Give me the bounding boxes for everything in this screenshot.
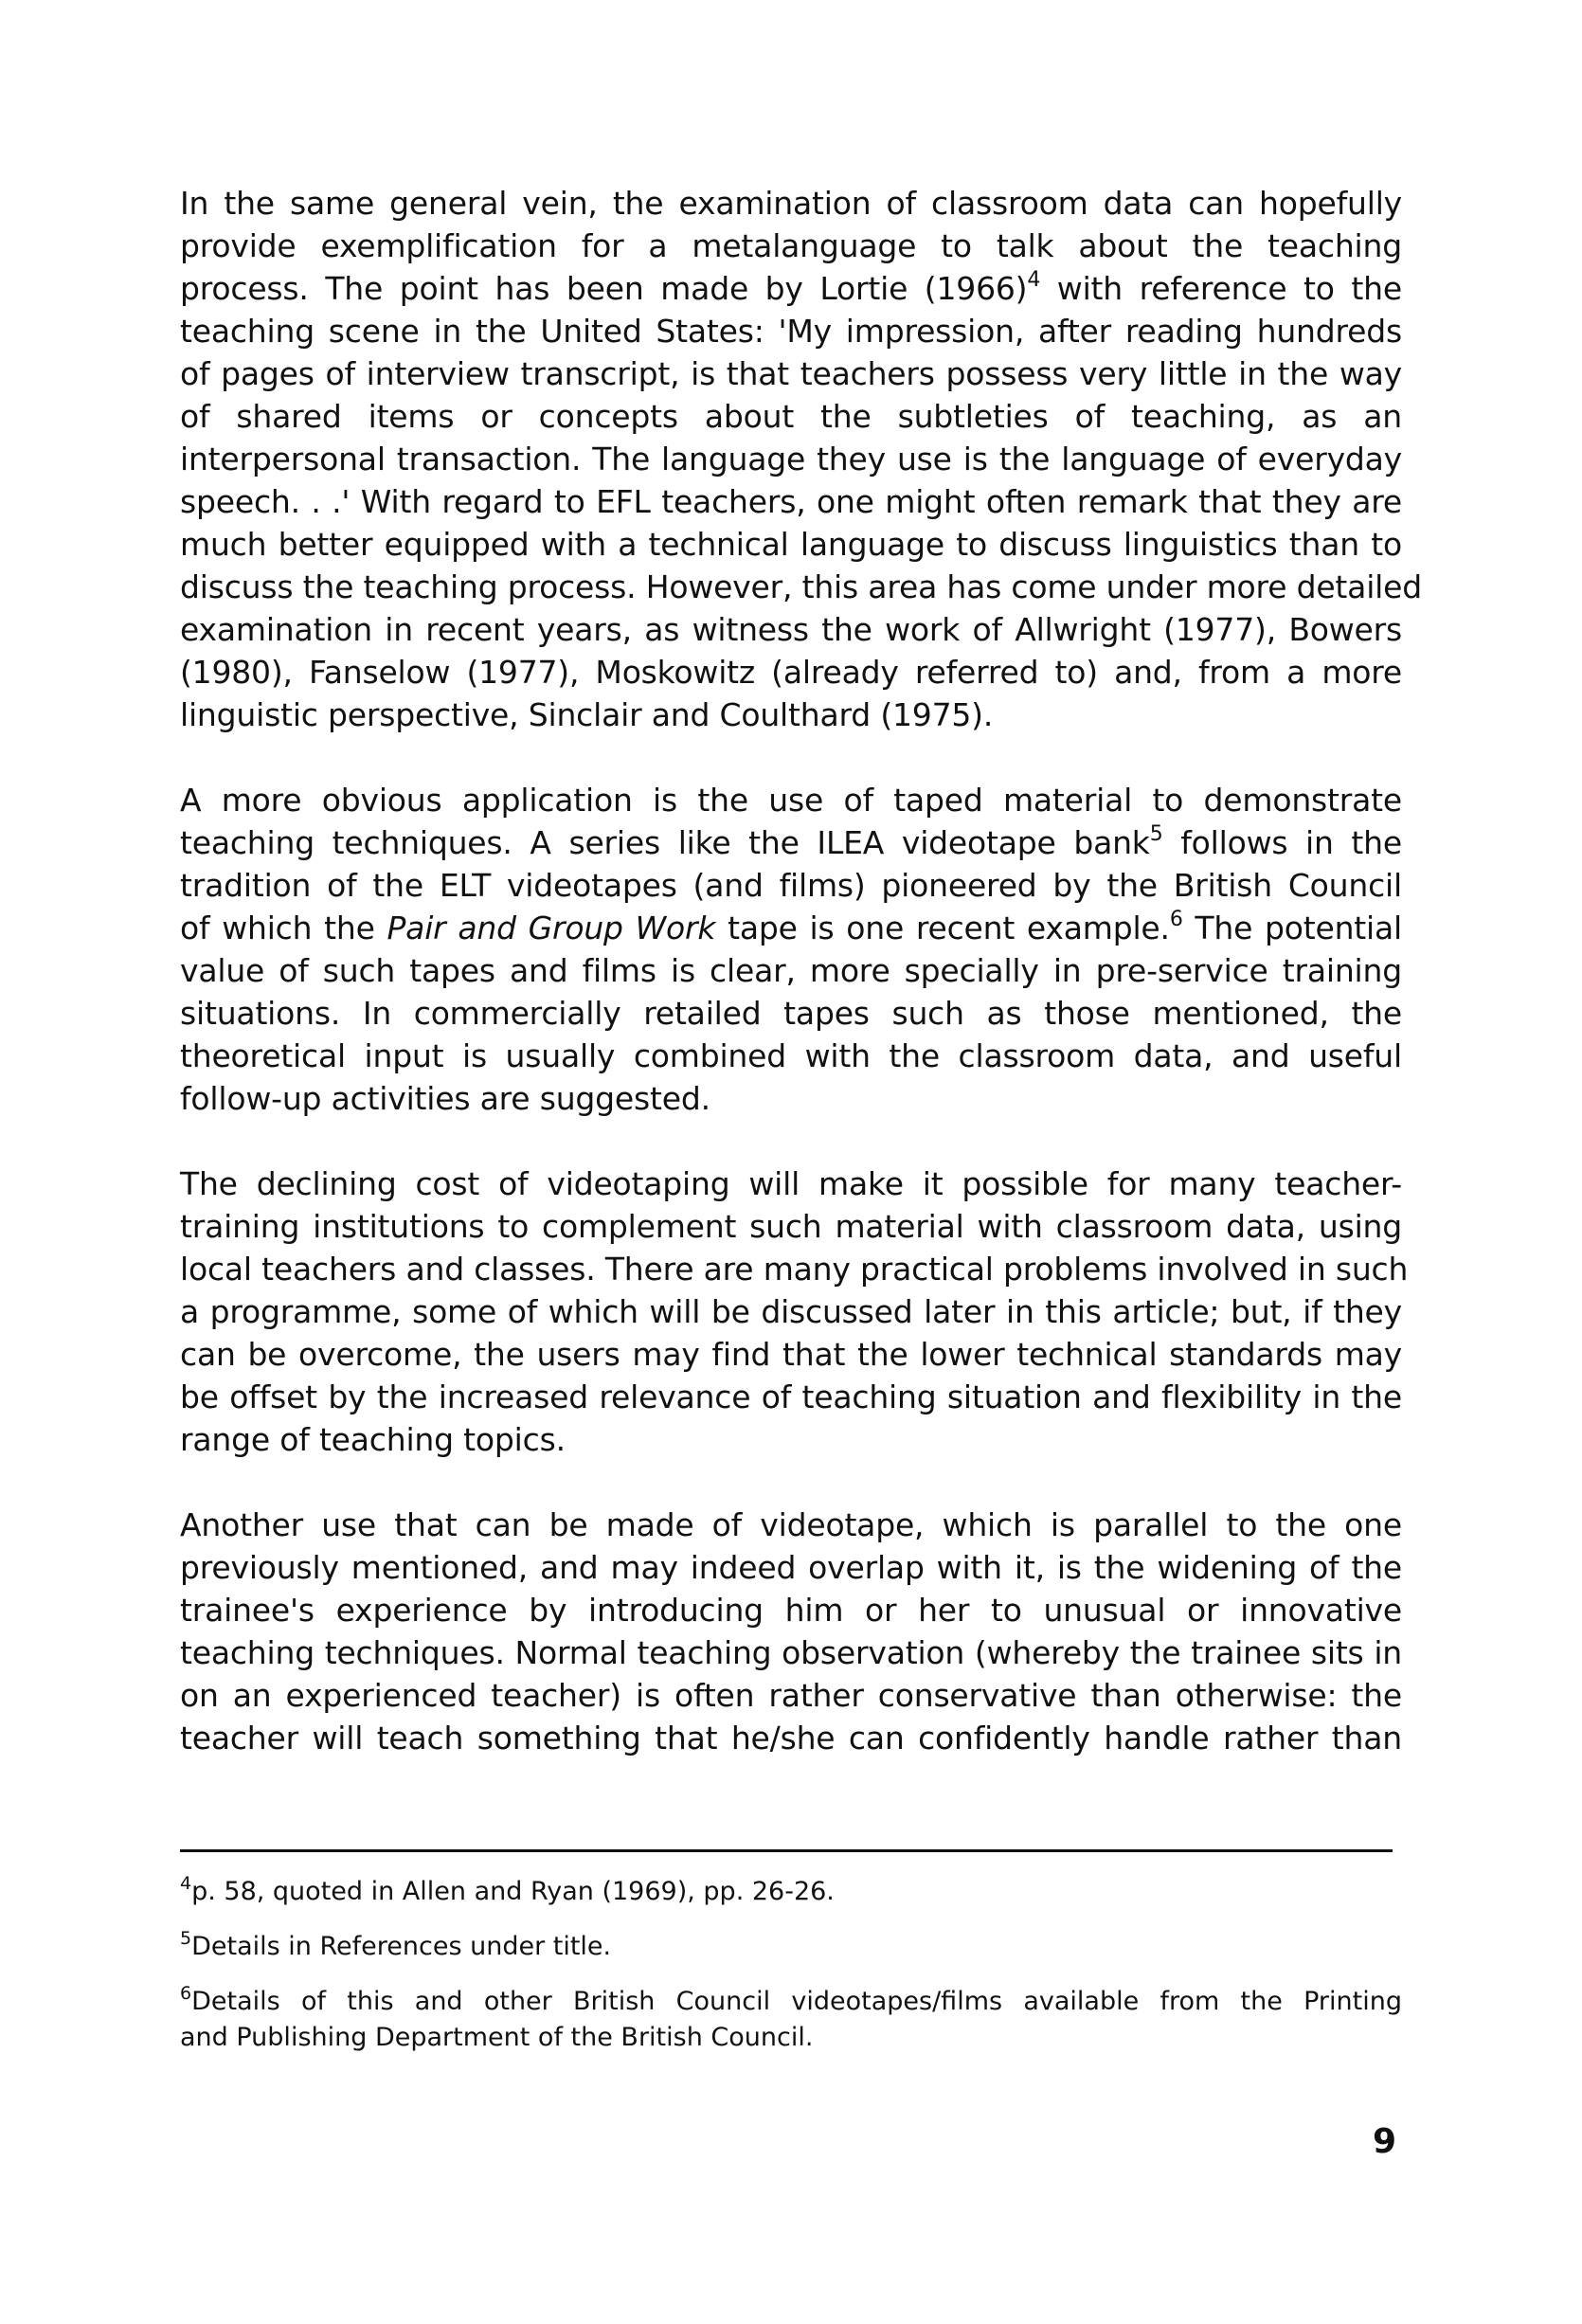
text-line: of pages of interview transcript, is that teachers possess very little in the way (180, 355, 1402, 392)
text-line: previously mentioned, and may indeed overlap with it, is the widening of the (180, 1549, 1402, 1586)
text-line: trainee's experience by introducing him or her to unusual or innovative (180, 1592, 1402, 1629)
footnote-line (180, 1984, 1402, 2020)
text-line: be offset by the increased relevance of teaching situation and flexibility in the (180, 1378, 1402, 1415)
text-line: situations. In commercially retailed tapes such as those mentioned, the (180, 995, 1402, 1032)
footnote-4 (180, 1874, 1402, 1910)
footnote-5 (180, 1929, 1402, 1965)
text-line: can be overcome, the users may find that the lower technical standards may (180, 1336, 1402, 1373)
text-line: (1980), Fanselow (1977), Moskowitz (already referred to) and, from a more (180, 654, 1402, 691)
footnote-ref-5: 5 (1149, 822, 1163, 846)
text-line: training institutions to complement such material with classroom data, using (180, 1208, 1402, 1245)
text-line: discuss the teaching process. However, this area has come under more detailed (180, 568, 1422, 605)
text-line: follow-up activities are suggested. (180, 1080, 710, 1117)
italic-title: Pair and Group Work (387, 910, 716, 946)
text-run: The potential (1182, 910, 1402, 946)
text-run: tape is one recent example. (715, 910, 1170, 946)
text-line: A more obvious application is the use of taped material to demonstrate (180, 782, 1402, 819)
text-line: much better equipped with a technical language to discuss linguistics than to (180, 526, 1402, 563)
footnote-marker: 4 (180, 1873, 192, 1894)
footnote-line (180, 1874, 1402, 1910)
text-line: speech. . .' With regard to EFL teachers, one might often remark that they are (180, 483, 1402, 520)
text-line: theoretical input is usually combined with the classroom data, and useful (180, 1037, 1402, 1074)
text-line: tradition of the ELT videotapes (and films) pioneered by the British Council (180, 867, 1402, 904)
text-line (180, 821, 1402, 864)
text-line: a programme, some of which will be discussed later in this article; but, if they (180, 1293, 1402, 1330)
footnote-6 (180, 1984, 1402, 2056)
footnote-ref-4: 4 (1027, 268, 1041, 292)
footnote-divider (180, 1849, 1393, 1852)
footnote-text: p. 58, quoted in Allen and Ryan (1969), pp. 26-26. (191, 1877, 835, 1906)
text-run: process. The point has been made by Lortie (1966) (180, 270, 1028, 307)
text-line: Another use that can be made of videotape, which is parallel to the one (180, 1506, 1402, 1543)
paragraph-3 (180, 1162, 1409, 1461)
footnote-text: Details in References under title. (191, 1932, 612, 1961)
footnote-marker: 5 (180, 1928, 192, 1949)
text-run: of which the (180, 910, 387, 946)
text-line: of shared items or concepts about the subtleties of teaching, as an (180, 398, 1402, 435)
footnote-line: and Publishing Department of the British Council. (180, 2023, 814, 2052)
text-run: teaching techniques. A series like the ILEA videotape bank (180, 824, 1150, 861)
text-line: linguistic perspective, Sinclair and Coulthard (1975). (180, 696, 994, 733)
text-line: on an experienced teacher) is often rather conservative than otherwise: the (180, 1677, 1402, 1714)
text-line (180, 907, 1402, 949)
paragraph-1 (180, 182, 1422, 736)
text-line: range of teaching topics. (180, 1421, 566, 1458)
text-line: teacher will teach something that he/she can confidently handle rather than (180, 1720, 1402, 1757)
text-line: value of such tapes and films is clear, more specially in pre-service training (180, 952, 1402, 989)
footnote-ref-6: 6 (1169, 908, 1183, 931)
page-number: 9 (1372, 2122, 1396, 2161)
text-line: local teachers and classes. There are many practical problems involved in such (180, 1251, 1409, 1288)
footnote-marker: 6 (180, 1983, 192, 2004)
text-line: The declining cost of videotaping will make it possible for many teacher- (180, 1165, 1402, 1202)
text-run: with reference to the (1040, 270, 1402, 307)
text-run: follows in the (1162, 824, 1402, 861)
paragraph-4 (180, 1504, 1402, 1759)
text-line: teaching techniques. Normal teaching observation (whereby the trainee sits in (180, 1634, 1402, 1671)
text-line: teaching scene in the United States: 'My impression, after reading hundreds (180, 313, 1402, 350)
text-line: In the same general vein, the examination of classroom data can hopefully (180, 185, 1402, 222)
paragraph-2 (180, 779, 1402, 1120)
text-line: provide exemplification for a metalanguage to talk about the teaching (180, 227, 1402, 264)
text-line (180, 267, 1402, 310)
text-line: interpersonal transaction. The language they use is the language of everyday (180, 441, 1402, 477)
text-line: examination in recent years, as witness the work of Allwright (1977), Bowers (180, 611, 1402, 648)
footnote-line (180, 1929, 1402, 1965)
footnote-text: Details of this and other British Council videotapes/films available from the Printing (191, 1987, 1402, 2016)
